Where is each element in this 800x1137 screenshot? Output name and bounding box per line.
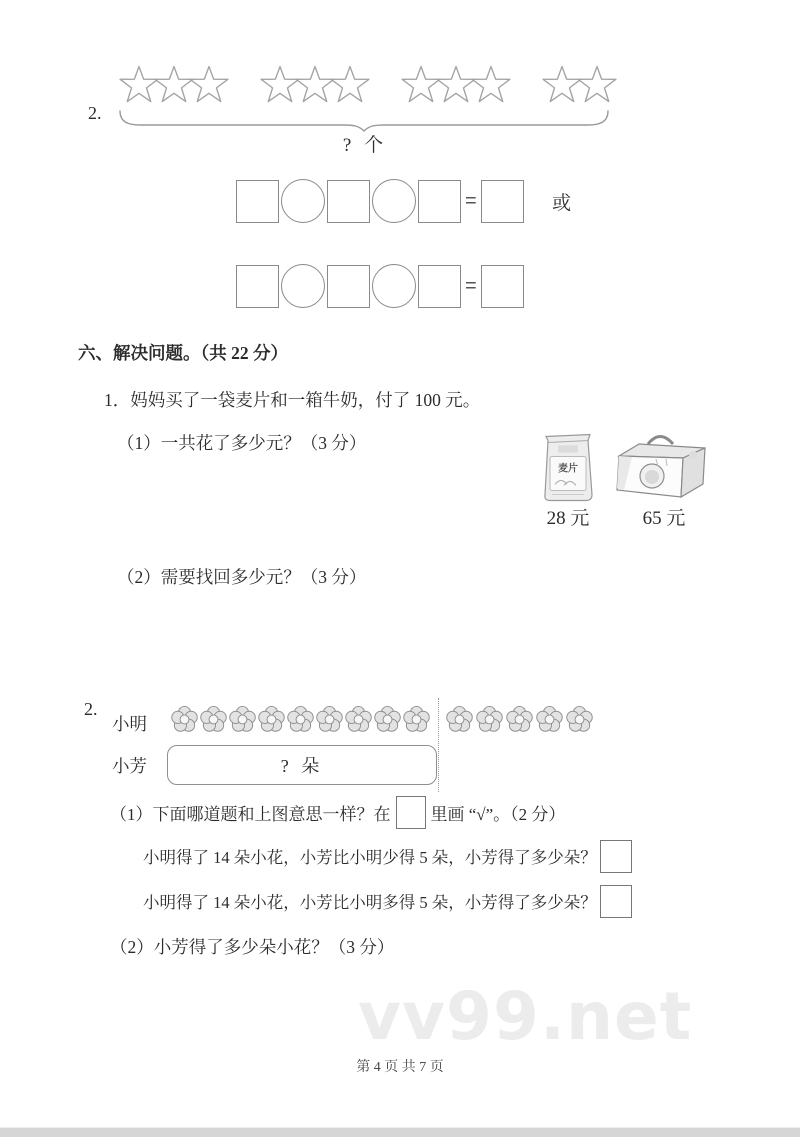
flower-icon xyxy=(565,704,594,735)
answer-square xyxy=(481,180,524,223)
star-group xyxy=(118,64,230,109)
star-group xyxy=(400,64,512,109)
option1-checkbox xyxy=(600,840,632,873)
problem2-question1-pre: （1）下面哪道题和上图意思一样？在 xyxy=(110,805,391,824)
problem2-question2: （2）小芳得了多少朵小花？（3 分） xyxy=(110,937,395,957)
flower-icon xyxy=(344,704,373,735)
flower-icon xyxy=(286,704,315,735)
answer-square xyxy=(236,265,279,308)
flower-icon xyxy=(505,704,534,735)
flowers-problem-number: 2. xyxy=(84,699,98,719)
milk-price: 65 元 xyxy=(642,508,686,529)
problem2-option1-text: 小明得了 14 朵小花，小芳比小明少得 5 朵，小芳得了多少朵？ xyxy=(143,848,597,867)
problem1-question1: （1）一共花了多少元？（3 分） xyxy=(117,433,367,453)
check-answer-box-inline xyxy=(396,796,426,829)
brace-under-stars xyxy=(118,110,610,132)
star-group xyxy=(541,64,618,109)
star-icon xyxy=(329,64,371,109)
flower-icon xyxy=(445,704,474,735)
operator-circle xyxy=(281,179,325,223)
answer-square xyxy=(481,265,524,308)
oatmeal-bag-image xyxy=(536,428,600,505)
star-icon xyxy=(470,64,512,109)
star-group xyxy=(259,64,371,109)
section-heading: 六、解决问题。（共 22 分） xyxy=(78,343,288,363)
problem2-question1 xyxy=(110,796,565,829)
page-footer: 第 4 页 共 7 页 xyxy=(356,1060,444,1075)
oatmeal-bag-label: 麦片 xyxy=(558,463,578,475)
answer-square xyxy=(327,180,370,223)
star-icon xyxy=(576,64,618,109)
name-xiaofang: 小芳 xyxy=(112,756,147,776)
operator-circle xyxy=(372,264,416,308)
operator-circle xyxy=(281,264,325,308)
unknown-flowers-box: ? 朵 xyxy=(167,745,437,785)
star-row xyxy=(118,64,618,109)
flower-icon xyxy=(475,704,504,735)
problem2-question1-post: 里画 “√”。（2 分） xyxy=(430,805,566,824)
milk-box-image xyxy=(612,426,712,505)
dotted-separator xyxy=(438,698,439,792)
flower-icon xyxy=(315,704,344,735)
equation-row-2 xyxy=(236,264,524,308)
answer-square xyxy=(418,265,461,308)
oatmeal-price: 28 元 xyxy=(546,508,590,529)
watermark: vv99.net xyxy=(358,978,693,1055)
flower-icon xyxy=(402,704,431,735)
problem2-option2-text: 小明得了 14 朵小花，小芳比小明多得 5 朵，小芳得了多少朵？ xyxy=(143,893,597,912)
flower-row-right xyxy=(445,704,594,735)
equals-sign: = xyxy=(465,274,477,297)
scan-edge-band xyxy=(0,1127,800,1137)
star-icon xyxy=(188,64,230,109)
option2-checkbox xyxy=(600,885,632,918)
stars-problem-number: 2. xyxy=(88,103,102,123)
operator-circle xyxy=(372,179,416,223)
flower-icon xyxy=(373,704,402,735)
brace-question-label: ? 个 xyxy=(342,135,388,156)
flower-icon xyxy=(170,704,199,735)
answer-square xyxy=(418,180,461,223)
answer-square xyxy=(327,265,370,308)
flower-row-left xyxy=(170,704,431,735)
answer-square xyxy=(236,180,279,223)
equals-sign: = xyxy=(465,189,477,212)
equation-row-1 xyxy=(236,179,524,223)
problem1-text: 1．妈妈买了一袋麦片和一箱牛奶，付了 100 元。 xyxy=(104,390,481,410)
flower-icon xyxy=(257,704,286,735)
flower-icon xyxy=(535,704,564,735)
or-label: 或 xyxy=(552,193,572,214)
flower-icon xyxy=(228,704,257,735)
flower-icon xyxy=(199,704,228,735)
name-xiaoming: 小明 xyxy=(112,714,147,734)
problem1-question2: （2）需要找回多少元？（3 分） xyxy=(117,567,367,587)
